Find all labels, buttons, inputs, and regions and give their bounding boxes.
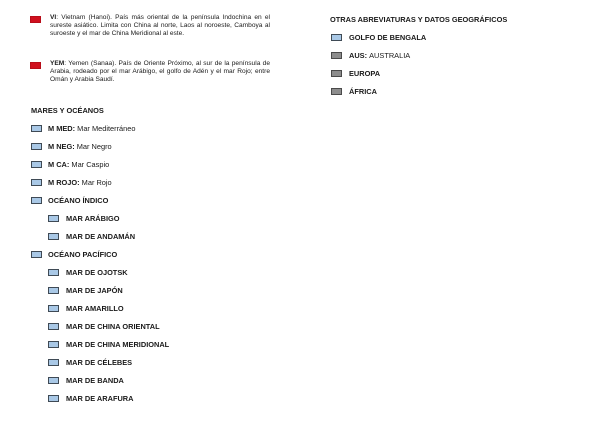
legend-item-oceano-pacifico: OCÉANO PACÍFICO xyxy=(48,250,118,259)
legend-item-africa: ÁFRICA xyxy=(349,87,377,96)
legend-item-mar-de-china-meridional: MAR DE CHINA MERIDIONAL xyxy=(66,340,170,349)
legend-swatch xyxy=(31,179,42,186)
other-heading: OTRAS ABREVIATURAS Y DATOS GEOGRÁFICOS xyxy=(330,15,508,24)
legend-swatch xyxy=(331,52,342,59)
legend-item-mar-de-japon: MAR DE JAPÓN xyxy=(66,286,123,295)
legend-item-m-rojo: M ROJO: Mar Rojo xyxy=(48,178,112,187)
legend-swatch xyxy=(31,125,42,132)
legend-swatch xyxy=(48,269,59,276)
legend-item-mar-de-arafura: MAR DE ARAFURA xyxy=(66,394,134,403)
legend-swatch xyxy=(331,34,342,41)
legend-item-aus: AUS: AUSTRALIA xyxy=(349,51,411,60)
country-description: : Yemen (Sanaa). País de Oriente Próximo, al sur de la península de Arabia, rodeado por el mar Arábigo, el golfo de Adén y el mar Rojo; entre Omán y Arabia Saudí. xyxy=(50,60,270,84)
legend-item-m-med: M MED: Mar Mediterráneo xyxy=(48,124,136,133)
legend-item-europa: EUROPA xyxy=(349,69,381,78)
legend-swatch xyxy=(48,377,59,384)
legend-swatch xyxy=(331,70,342,77)
country-description: : Vietnam (Hanoi). País más oriental de la península Indochina en el sureste asiático. Limita con China al norte, Laos al noroeste, Camboya al suroeste y el mar de China Meridional al este. xyxy=(50,14,270,38)
legend-item-oceano-indico: OCÉANO ÍNDICO xyxy=(48,196,109,205)
country-entry-yemen xyxy=(50,60,270,85)
legend-swatch xyxy=(48,215,59,222)
legend-item-mar-de-ojotsk: MAR DE OJOTSK xyxy=(66,268,128,277)
country-code: YEM xyxy=(50,60,65,67)
legend-item-m-ca: M CA: Mar Caspio xyxy=(48,160,110,169)
legend-item-m-neg: M NEG: Mar Negro xyxy=(48,142,112,151)
seas-heading: MARES Y OCÉANOS xyxy=(31,106,104,115)
legend-swatch xyxy=(31,143,42,150)
legend-swatch xyxy=(31,251,42,258)
legend-swatch xyxy=(48,323,59,330)
legend-item-mar-amarillo: MAR AMARILLO xyxy=(66,304,124,313)
legend-item-mar-arabigo: MAR ARÁBIGO xyxy=(66,214,120,223)
country-code: VI xyxy=(50,14,57,21)
country-entry-vietnam xyxy=(50,14,270,39)
legend-item-mar-de-celebes: MAR DE CÉLEBES xyxy=(66,358,133,367)
legend-swatch xyxy=(48,305,59,312)
legend-swatch xyxy=(31,161,42,168)
vietnam-color-swatch xyxy=(30,16,41,23)
legend-swatch xyxy=(331,88,342,95)
legend-swatch xyxy=(48,395,59,402)
legend-item-golfo-de-bengala: GOLFO DE BENGALA xyxy=(349,33,427,42)
yemen-color-swatch xyxy=(30,62,41,69)
legend-swatch xyxy=(31,197,42,204)
legend-item-mar-de-andaman: MAR DE ANDAMÁN xyxy=(66,232,136,241)
legend-swatch xyxy=(48,341,59,348)
legend-item-mar-de-china-oriental: MAR DE CHINA ORIENTAL xyxy=(66,322,160,331)
legend-swatch xyxy=(48,233,59,240)
legend-swatch xyxy=(48,287,59,294)
legend-item-mar-de-banda: MAR DE BANDA xyxy=(66,376,124,385)
legend-swatch xyxy=(48,359,59,366)
